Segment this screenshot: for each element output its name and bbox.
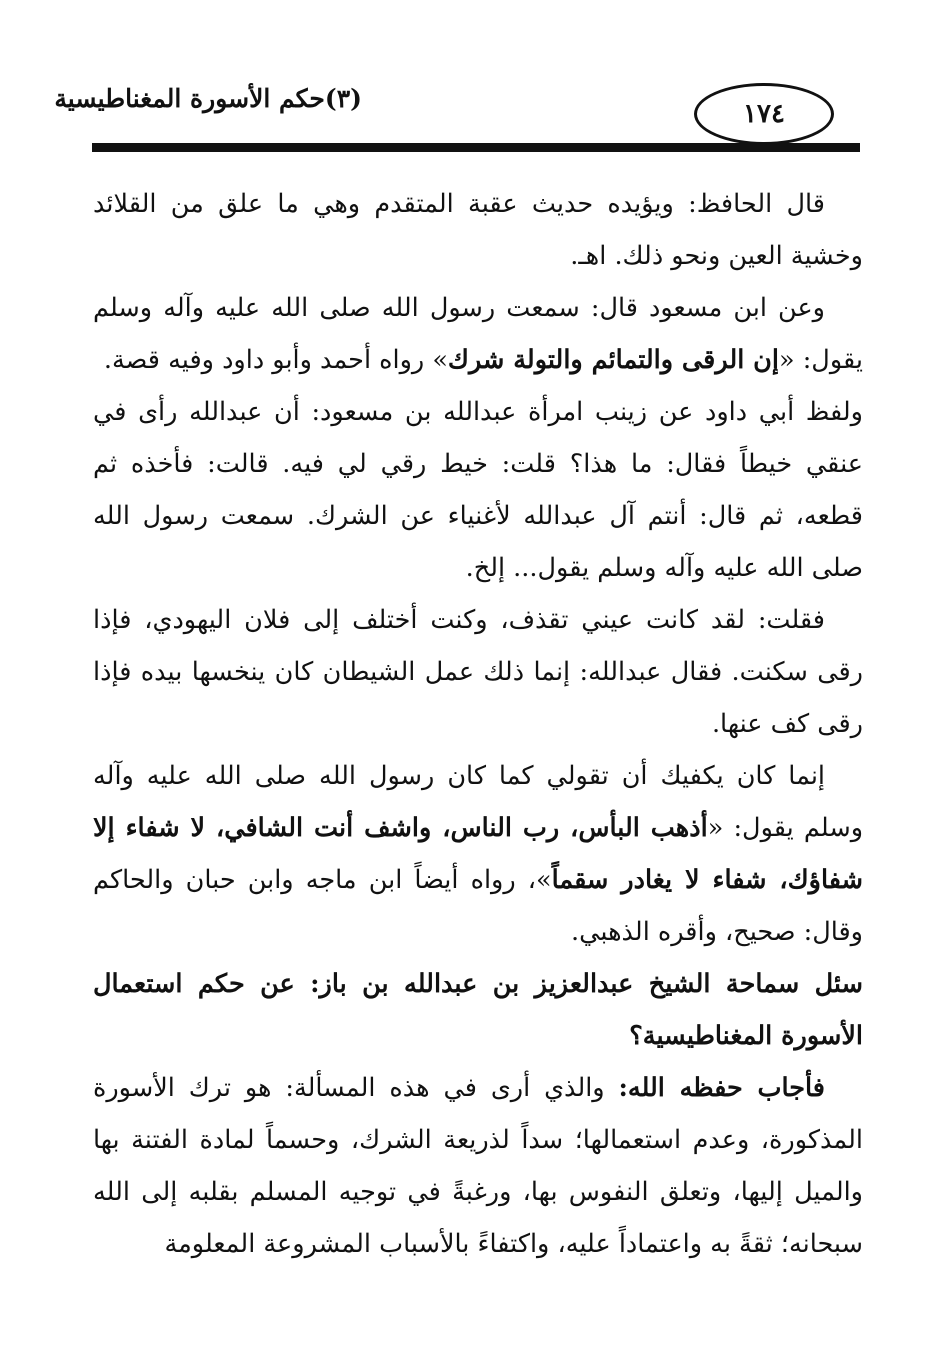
hadith-text: إن الرقى والتمائم والتولة شرك [447, 345, 779, 375]
paragraph-answer [93, 1062, 863, 1270]
answer-lead: فأجاب حفظه الله: [618, 1073, 825, 1103]
page-body [93, 178, 863, 1270]
paragraph-text: والذي أرى في هذه المسألة: هو ترك الأسورة المذكورة، وعدم استعمالها؛ سداً لذريعة الشرك، وحسماً لمادة الفتنة بها والميل إليها، وتعلق النفوس بها، ورغبةً في توجيه المسلم بقلبه إلى الله سبحانه؛ ثقةً به واعتماداً عليه، واكتفاءً بالأسباب المشروعة المعلومة [93, 1073, 863, 1259]
page-number: ١٧٤ [743, 99, 785, 129]
paragraph-story [93, 594, 863, 750]
paragraph-text: إنما كان يكفيك أن تقولي كما كان رسول الله صلى الله عليه وآله وسلم يقول: « [93, 761, 864, 843]
running-title: (٣)حكم الأسورة المغناطيسية [54, 84, 362, 113]
page-header [0, 0, 949, 160]
paragraph-question [93, 958, 863, 1062]
paragraph-dua [93, 750, 863, 958]
paragraph-abu-dawud [93, 386, 863, 594]
paragraph-text: » رواه أحمد وأبو داود وفيه قصة. [103, 345, 448, 375]
paragraph-text: فقلت: لقد كانت عيني تقذف، وكنت أختلف إلى فلان اليهودي، فإذا رقى سكنت. فقال عبدالله: إنما ذلك عمل الشيطان كان ينخسها بيده فإذا رقى كف عنها. [93, 605, 863, 739]
paragraph-text: وعن ابن مسعود قال: سمعت رسول الله صلى الله عليه وآله وسلم يقول: « [93, 293, 863, 375]
paragraph-text: قال الحافظ: ويؤيده حديث عقبة المتقدم وهي ما علق من القلائد وخشية العين ونحو ذلك. اهـ. [93, 189, 863, 271]
header-rule [92, 143, 860, 152]
paragraph-text: »، رواه أيضاً ابن ماجه وابن حبان والحاكم وقال: صحيح، وأقره الذهبي. [93, 865, 863, 947]
dua-text: أذهب البأس، رب الناس، واشف أنت الشافي، لا شفاء إلا شفاؤك، شفاء لا يغادر سقماً [93, 813, 863, 895]
paragraph-hafiz-quote [93, 178, 863, 282]
paragraph-text: ولفظ أبي داود عن زينب امرأة عبدالله بن مسعود: أن عبدالله رأى في عنقي خيطاً فقال: ما هذا؟ قلت: خيط رقي لي فيه. قالت: فأخذه ثم قطعه، ثم قال: أنتم آل عبدالله لأغنياء عن الشرك. سمعت رسول الله صلى الله عليه وآله وسلم يقول... إلخ. [93, 397, 863, 583]
paragraph-ibn-masud [93, 282, 863, 386]
page-number-oval [694, 83, 834, 145]
question-text: سئل سماحة الشيخ عبدالعزيز بن عبدالله بن باز: عن حكم استعمال الأسورة المغناطيسية؟ [93, 969, 863, 1051]
